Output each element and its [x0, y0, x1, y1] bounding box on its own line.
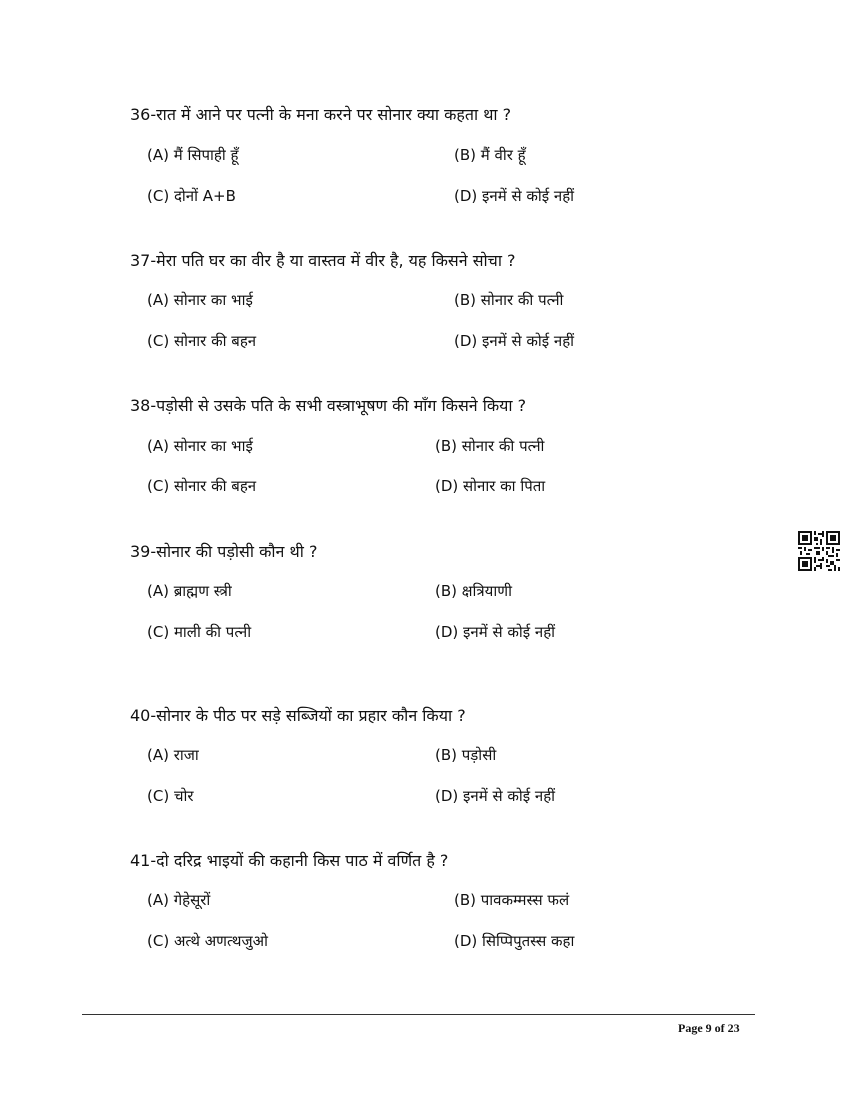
question-38-option-a: (A) सोनार का भाई	[147, 437, 253, 455]
question-41-option-a: (A) गेहेसूरों	[147, 891, 211, 909]
footer-divider	[82, 1014, 755, 1015]
question-37-option-d: (D) इनमें से कोई नहीं	[454, 332, 575, 350]
question-36-option-d: (D) इनमें से कोई नहीं	[454, 187, 575, 205]
question-37-option-a: (A) सोनार का भाई	[147, 291, 253, 309]
question-39-option-b: (B) क्षत्रियाणी	[435, 582, 512, 600]
question-41-text: 41-दो दरिद्र भाइयों की कहानी किस पाठ में वर्णित है ?	[130, 851, 449, 870]
question-40-option-a: (A) राजा	[147, 746, 199, 764]
question-38-text: 38-पड़ोसी से उसके पति के सभी वस्त्राभूषण की माँग किसने किया ?	[130, 396, 527, 415]
question-37-option-b: (B) सोनार की पत्नी	[454, 291, 564, 309]
question-37-option-c: (C) सोनार की बहन	[147, 332, 257, 350]
question-40-option-c: (C) चोर	[147, 787, 194, 805]
question-36-option-c: (C) दोनों A+B	[147, 187, 236, 205]
question-38-option-d: (D) सोनार का पिता	[435, 477, 546, 495]
question-39-option-d: (D) इनमें से कोई नहीं	[435, 623, 556, 641]
question-41-option-b: (B) पावकम्मस्स फलं	[454, 891, 570, 909]
page-number: Page 9 of 23	[678, 1021, 740, 1035]
question-36-option-a: (A) मैं सिपाही हूँ	[147, 146, 239, 164]
question-41-option-d: (D) सिप्पिपुतस्स कहा	[454, 932, 575, 950]
question-39-option-c: (C) माली की पत्नी	[147, 623, 252, 641]
question-39-option-a: (A) ब्राह्मण स्त्री	[147, 582, 232, 600]
qr-code-icon	[798, 531, 840, 571]
question-40-option-b: (B) पड़ोसी	[435, 746, 497, 764]
question-41-option-c: (C) अत्थे अणत्थजुओ	[147, 932, 268, 950]
question-38-option-b: (B) सोनार की पत्नी	[435, 437, 545, 455]
question-36-text: 36-रात में आने पर पत्नी के मना करने पर सोनार क्या कहता था ?	[130, 105, 512, 124]
question-38-option-c: (C) सोनार की बहन	[147, 477, 257, 495]
question-36-option-b: (B) मैं वीर हूँ	[454, 146, 526, 164]
question-40-option-d: (D) इनमें से कोई नहीं	[435, 787, 556, 805]
question-37-text: 37-मेरा पति घर का वीर है या वास्तव में वीर है, यह किसने सोचा ?	[130, 251, 516, 270]
question-39-text: 39-सोनार की पड़ोसी कौन थी ?	[130, 542, 318, 561]
question-40-text: 40-सोनार के पीठ पर सड़े सब्जियों का प्रहार कौन किया ?	[130, 706, 466, 725]
